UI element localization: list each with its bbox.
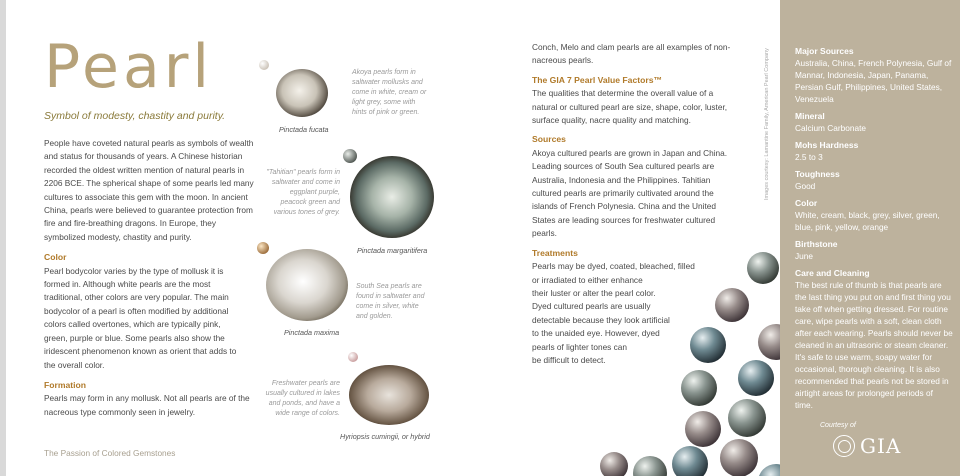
care-heading: Care and Cleaning — [795, 268, 870, 278]
color-heading-panel: Color — [795, 198, 818, 208]
gia7-text: The qualities that determine the overall value of a natural or cultured pearl are size, shape, color, luster, surface quality, nacre quality and matching. — [532, 88, 728, 126]
formation-text: Pearls may form in any mollusk. Not all pearls are of the nacreous type commonly seen in jewelry. — [44, 393, 250, 417]
treatments-line: be difficult to detect. — [532, 354, 606, 365]
gia-wordmark: GIA — [860, 434, 902, 458]
conch-text: Conch, Melo and clam pearls are all examples of non-nacreous pearls. — [532, 42, 731, 66]
gia7-heading: The GIA 7 Pearl Value Factors™ — [532, 74, 663, 85]
akoya-shell — [276, 69, 328, 117]
treatments-line: their luster or alter the pearl color. — [532, 287, 656, 298]
tahitian-caption: "Tahitian" pearls form in saltwater and come in eggplant purple, peacock green and various tones of grey. — [266, 169, 340, 216]
tahitian-species: Pinctada margaritifera — [357, 246, 428, 255]
column-intro — [44, 137, 254, 426]
gia-logo — [833, 434, 901, 458]
sources-text: Akoya cultured pearls are grown in Japan and China. Leading sources of South Sea cultured pearls are Australia, Indonesia and the Philippines. Tahitian cultured pearls are primarily cultivated around the islands of French Polynesia. China and the United States are leading sources for freshwater cultured pearls. — [532, 147, 728, 239]
birthstone-heading: Birthstone — [795, 239, 838, 249]
credit-text: Images courtesy: Lamantine Family, American Pearl Company — [764, 48, 770, 200]
major-sources-heading: Major Sources — [795, 46, 854, 56]
treatments-line: to the unaided eye. However, dyed — [532, 328, 660, 339]
toughness-value: Good — [795, 181, 816, 191]
mineral-value: Calcium Carbonate — [795, 123, 867, 133]
gia-seal-icon — [833, 435, 855, 457]
image-credit — [764, 40, 774, 200]
treatments-line: detectable because they look artificial — [532, 314, 670, 325]
freshwater-shell — [349, 365, 429, 425]
formation-heading: Formation — [44, 379, 87, 390]
treatments-heading: Treatments — [532, 247, 578, 258]
sources-heading: Sources — [532, 134, 566, 145]
southsea-shell — [266, 249, 348, 321]
facts-list — [795, 40, 953, 414]
strand-pearls — [600, 252, 780, 476]
intro-text: People have coveted natural pearls as symbols of wealth and status for thousands of years. A Chinese historian recorded the oldest written mention of natural pearls in 2206 BCE. The spherical shape of some pearls led many cultures to associate this gem with the moon. In ancient China, pearls were believed to guarantee protection from fire and fire-breathing dragons. In Europe, they symbolized modesty, chastity and purity. — [44, 138, 254, 242]
color-text: Pearl bodycolor varies by the type of mollusk it is formed in. Although white pearls are the most traditional, other colors are very popular. The main bodycolor of a pearl is often modified by additional colors called overtones, which are typically pink, green, purple or blue. Some pearls also show the iridescent phenomenon known as orient that adds to the overall color. — [44, 265, 237, 370]
southsea-species: Pinctada maxima — [284, 328, 340, 337]
page-title: Pearl — [44, 32, 214, 102]
courtesy-label: Courtesy of — [820, 422, 856, 429]
left-edge-bar — [0, 0, 6, 476]
major-sources-value: Australia, China, French Polynesia, Gulf of Mannar, Indonesia, Japan, Panama, Persian Gulf, Philippines, United States, Venezuela — [795, 58, 952, 104]
freshwater-pearl — [348, 352, 358, 362]
pearl-strand-image — [590, 250, 780, 476]
treatments-line: Pearls may be dyed, coated, bleached, filled — [532, 261, 695, 272]
freshwater-caption: Freshwater pearls are usually cultured in lakes and ponds, and have a wide range of colors. — [265, 380, 340, 417]
mineral-heading: Mineral — [795, 111, 825, 121]
akoya-species: Pinctada fucata — [279, 125, 329, 134]
southsea-pearl — [257, 242, 269, 254]
treatments-line: or irradiated to either enhance — [532, 274, 643, 285]
toughness-heading: Toughness — [795, 169, 840, 179]
treatments-line: pearls of lighter tones can — [532, 341, 628, 352]
akoya-pearl — [259, 60, 269, 70]
tahitian-shell — [350, 156, 434, 238]
facts-panel — [780, 0, 960, 476]
freshwater-species: Hyriopsis cumingii, or hybrid — [340, 432, 430, 441]
mohs-heading: Mohs Hardness — [795, 140, 859, 150]
color-heading: Color — [44, 252, 67, 263]
mohs-value: 2.5 to 3 — [795, 152, 823, 162]
color-value: White, cream, black, grey, silver, green, blue, pink, yellow, orange — [795, 210, 940, 232]
care-value: The best rule of thumb is that pearls are the last thing you put on and first thing you take off when getting dressed. For routine care, wipe pearls with a soft, clean cloth after each wearing. Pearls should never be cleaned in an ultrasonic or steam cleaner. It's safe to use warm, soapy water for occasional, thorough cleaning. It is also recommended that pearls not be stored in airtight areas for prolonged periods of time. — [795, 280, 953, 410]
subtitle: Symbol of modesty, chastity and purity. — [44, 110, 226, 122]
footer-title: The Passion of Colored Gemstones — [44, 448, 176, 458]
birthstone-value: June — [795, 251, 813, 261]
tahitian-pearl — [343, 149, 357, 163]
treatments-line: Dyed cultured pearls are usually — [532, 301, 651, 312]
akoya-caption: Akoya pearls form in saltwater mollusks and come in white, cream or light grey, some with hints of pink or green. — [352, 69, 427, 116]
southsea-caption: South Sea pearls are found in saltwater and come in silver, white and golden. — [356, 283, 425, 320]
